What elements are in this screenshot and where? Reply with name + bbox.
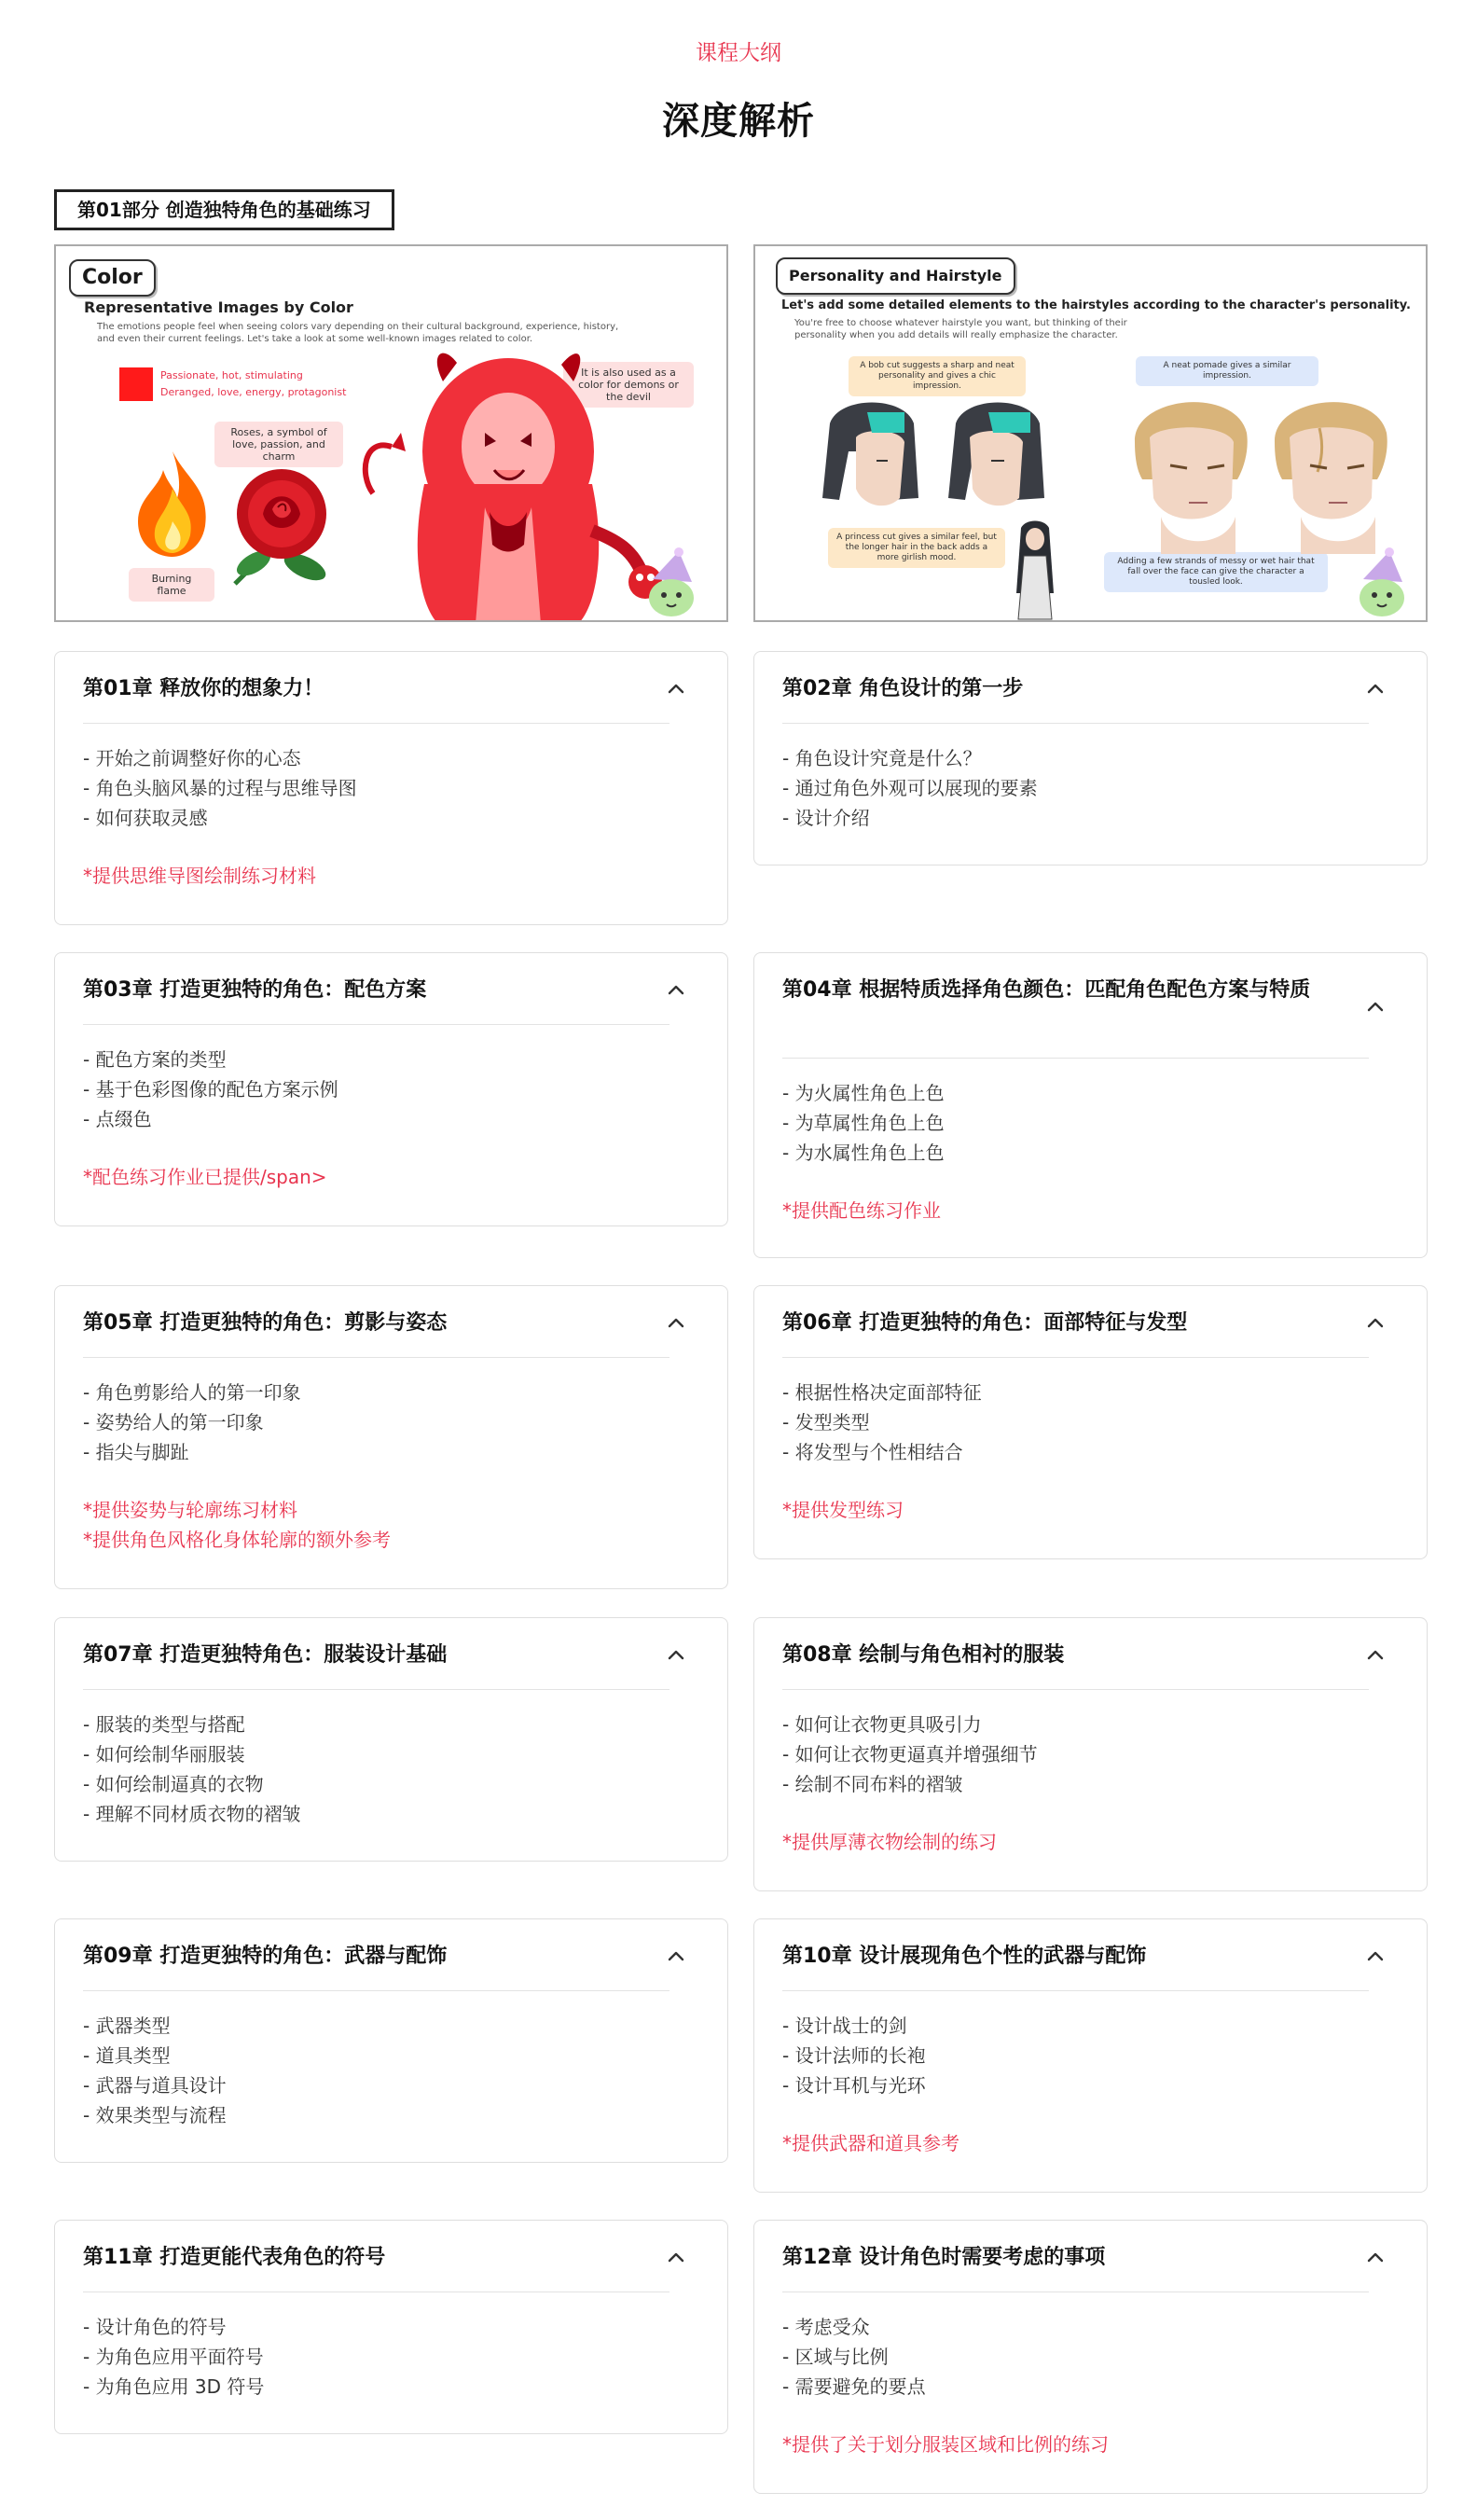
chapter-card-04[interactable] [753, 952, 1428, 1258]
pomade-portraits [1124, 386, 1413, 554]
chevron-up-icon[interactable] [666, 1645, 686, 1666]
material-note: *提供配色练习作业 [782, 1199, 941, 1222]
material-note: *提供角色风格化身体轮廓的额外参考 [83, 1529, 391, 1551]
chevron-up-icon[interactable] [1365, 1946, 1386, 1967]
card-divider [83, 1689, 669, 1690]
chapter-title: 第12章 设计角色时需要考虑的事项 [782, 2246, 1106, 2269]
chapter-card-09[interactable] [54, 1918, 728, 2163]
part-label: 第01部分 创造独特角色的基础练习 [54, 189, 394, 230]
note-bob: A bob cut suggests a sharp and neat personality and gives a chic impression. [849, 356, 1026, 396]
material-note: *提供思维导图绘制练习材料 [83, 865, 316, 887]
chevron-up-icon[interactable] [666, 679, 686, 699]
color-preview-image [54, 244, 728, 622]
chapter-topic: - 设计战士的剑 [782, 2015, 907, 2037]
preview-body: The emotions people feel when seeing colors vary depending on their cultural background, experience, history, and even their current feelings. Let's take a look at some well-known images related to color. [97, 322, 619, 344]
material-note: *配色练习作业已提供/span> [83, 1166, 327, 1188]
chevron-up-icon[interactable] [666, 2248, 686, 2268]
chapter-title: 第01章 释放你的想象力！ [83, 677, 324, 700]
princess-cut-figure [1007, 519, 1063, 621]
chapter-title: 第04章 根据特质选择角色颜色：匹配角色配色方案与特质 [782, 978, 1311, 1002]
devil-character-illustration [354, 344, 662, 622]
mascot-illustration-2 [1345, 547, 1419, 621]
chapter-topic: - 如何获取灵感 [83, 807, 208, 829]
card-divider [782, 723, 1369, 724]
chapter-topic: - 根据性格决定面部特征 [782, 1381, 982, 1404]
preview-heading: Representative Images by Color [84, 298, 353, 316]
chapter-title: 第05章 打造更独特的角色：剪影与姿态 [83, 1311, 448, 1335]
red-swatch [119, 367, 153, 401]
chapter-title: 第03章 打造更独特的角色：配色方案 [83, 978, 427, 1002]
chapter-topic: - 设计角色的符号 [83, 2316, 227, 2338]
chapter-topic: - 服装的类型与搭配 [83, 1713, 245, 1736]
chapter-title: 第02章 角色设计的第一步 [782, 677, 1024, 700]
chapter-topic: - 效果类型与流程 [83, 2104, 227, 2126]
chevron-up-icon[interactable] [1365, 679, 1386, 699]
preview-tag-hairstyle: Personality and Hairstyle [776, 257, 1015, 295]
chapter-topic: - 设计法师的长袍 [782, 2044, 926, 2067]
chapter-topic: - 如何绘制华丽服装 [83, 1743, 245, 1765]
chapter-topic: - 设计耳机与光环 [782, 2074, 926, 2097]
chapter-card-03[interactable] [54, 952, 728, 1226]
chapter-topic: - 开始之前调整好你的心态 [83, 747, 301, 769]
card-divider [83, 1024, 669, 1025]
chapter-card-06[interactable] [753, 1285, 1428, 1559]
card-divider [83, 723, 669, 724]
chapter-card-01[interactable] [54, 651, 728, 925]
chapter-topic: - 如何让衣物更具吸引力 [782, 1713, 982, 1736]
chapter-card-10[interactable] [753, 1918, 1428, 2193]
chapter-topic: - 角色头脑风暴的过程与思维导图 [83, 777, 357, 799]
chapter-topic: - 武器类型 [83, 2015, 171, 2037]
chevron-up-icon[interactable] [1365, 1313, 1386, 1334]
chevron-up-icon[interactable] [666, 980, 686, 1001]
chevron-up-icon[interactable] [1365, 2248, 1386, 2268]
chapter-topic: - 考虑受众 [782, 2316, 870, 2338]
chapter-topic: - 将发型与个性相结合 [782, 1441, 963, 1463]
chapter-card-08[interactable] [753, 1617, 1428, 1891]
chapter-topic: - 区域与比例 [782, 2346, 889, 2368]
chapter-title: 第10章 设计展现角色个性的武器与配饰 [782, 1945, 1147, 1968]
card-divider [782, 1689, 1369, 1690]
chapter-card-05[interactable] [54, 1285, 728, 1589]
chapter-topic: - 指尖与脚趾 [83, 1441, 189, 1463]
mascot-illustration [634, 547, 709, 621]
note-devil: It is also used as a color for demons or the devil [563, 362, 694, 408]
chapter-topic: - 通过角色外观可以展现的要素 [782, 777, 1038, 799]
chapter-title: 第09章 打造更独特的角色：武器与配饰 [83, 1945, 448, 1968]
chapter-topic: - 设计介绍 [782, 807, 870, 829]
note-rose: Roses, a symbol of love, passion, and charm [214, 422, 343, 467]
chapter-topic: - 为火属性角色上色 [782, 1082, 945, 1104]
note-flame: Burning flame [129, 568, 214, 602]
material-note: *提供发型练习 [782, 1499, 904, 1521]
chevron-up-icon[interactable] [1365, 1645, 1386, 1666]
chapter-topic: - 配色方案的类型 [83, 1048, 227, 1071]
chapter-topic: - 角色设计究竟是什么？ [782, 747, 982, 769]
bob-cut-portraits [811, 395, 1054, 526]
chapter-topic: - 为角色应用平面符号 [83, 2346, 264, 2368]
chapter-topic: - 发型类型 [782, 1411, 870, 1433]
bullet-2: Deranged, love, energy, protagonist [160, 386, 347, 398]
page-title: 深度解析 [662, 100, 815, 143]
chapter-topic: - 如何让衣物更逼真并增强细节 [782, 1743, 1038, 1765]
chapter-topic: - 点缀色 [83, 1108, 152, 1130]
chapter-topic: - 姿势给人的第一印象 [83, 1411, 264, 1433]
chapter-topic: - 绘制不同布料的褶皱 [782, 1773, 963, 1795]
chapter-topic: - 如何绘制逼真的衣物 [83, 1773, 264, 1795]
chapter-topic: - 道具类型 [83, 2044, 171, 2067]
hairstyle-preview-image [753, 244, 1428, 622]
chapter-card-02[interactable] [753, 651, 1428, 865]
chapter-title: 第11章 打造更能代表角色的符号 [83, 2246, 386, 2269]
course-outline-label: 课程大纲 [696, 41, 781, 65]
chapter-title: 第07章 打造更独特角色：服装设计基础 [83, 1643, 448, 1667]
card-divider [83, 1357, 669, 1358]
card-divider [782, 1990, 1369, 1991]
bullet-1: Passionate, hot, stimulating [160, 369, 303, 381]
note-pomade: A neat pomade gives a similar impression. [1136, 356, 1318, 386]
chevron-up-icon[interactable] [1365, 997, 1386, 1018]
material-note: *提供厚薄衣物绘制的练习 [782, 1831, 997, 1853]
preview-body-hair: You're free to choose whatever hairstyle you want, but thinking of their personality when you add details will really emphasize the character. [794, 318, 1127, 340]
preview-heading-hair: Let's add some detailed elements to the hairstyles according to the character's personality. [781, 298, 1411, 312]
chapter-topic: - 为角色应用 3D 符号 [83, 2375, 265, 2398]
chapter-title: 第06章 打造更独特的角色：面部特征与发型 [782, 1311, 1188, 1335]
chapter-card-11[interactable] [54, 2220, 728, 2434]
material-note: *提供武器和道具参考 [782, 2132, 959, 2154]
chevron-up-icon[interactable] [666, 1946, 686, 1967]
chapter-topic: - 角色剪影给人的第一印象 [83, 1381, 301, 1404]
card-divider [83, 1990, 669, 1991]
material-note: *提供了关于划分服装区域和比例的练习 [782, 2433, 1109, 2456]
chapter-title: 第08章 绘制与角色相衬的服装 [782, 1643, 1065, 1667]
note-princess: A princess cut gives a similar feel, but the longer hair in the back adds a more girlish mood. [828, 528, 1005, 568]
card-divider [782, 1058, 1369, 1059]
chapter-card-12[interactable] [753, 2220, 1428, 2494]
note-messy: Adding a few strands of messy or wet hair that fall over the face can give the character a tousled look. [1104, 552, 1328, 592]
chapter-topic: - 理解不同材质衣物的褶皱 [83, 1803, 301, 1825]
rose-illustration [216, 463, 347, 588]
preview-tag-color: Color [69, 259, 156, 297]
chapter-card-07[interactable] [54, 1617, 728, 1862]
card-divider [782, 1357, 1369, 1358]
material-note: *提供姿势与轮廓练习材料 [83, 1499, 297, 1521]
flame-illustration [131, 447, 214, 559]
chapter-topic: - 为水属性角色上色 [782, 1142, 945, 1164]
chapter-topic: - 为草属性角色上色 [782, 1112, 945, 1134]
chapter-topic: - 武器与道具设计 [83, 2074, 227, 2097]
chevron-up-icon[interactable] [666, 1313, 686, 1334]
chapter-topic: - 需要避免的要点 [782, 2375, 926, 2398]
chapter-topic: - 基于色彩图像的配色方案示例 [83, 1078, 338, 1101]
